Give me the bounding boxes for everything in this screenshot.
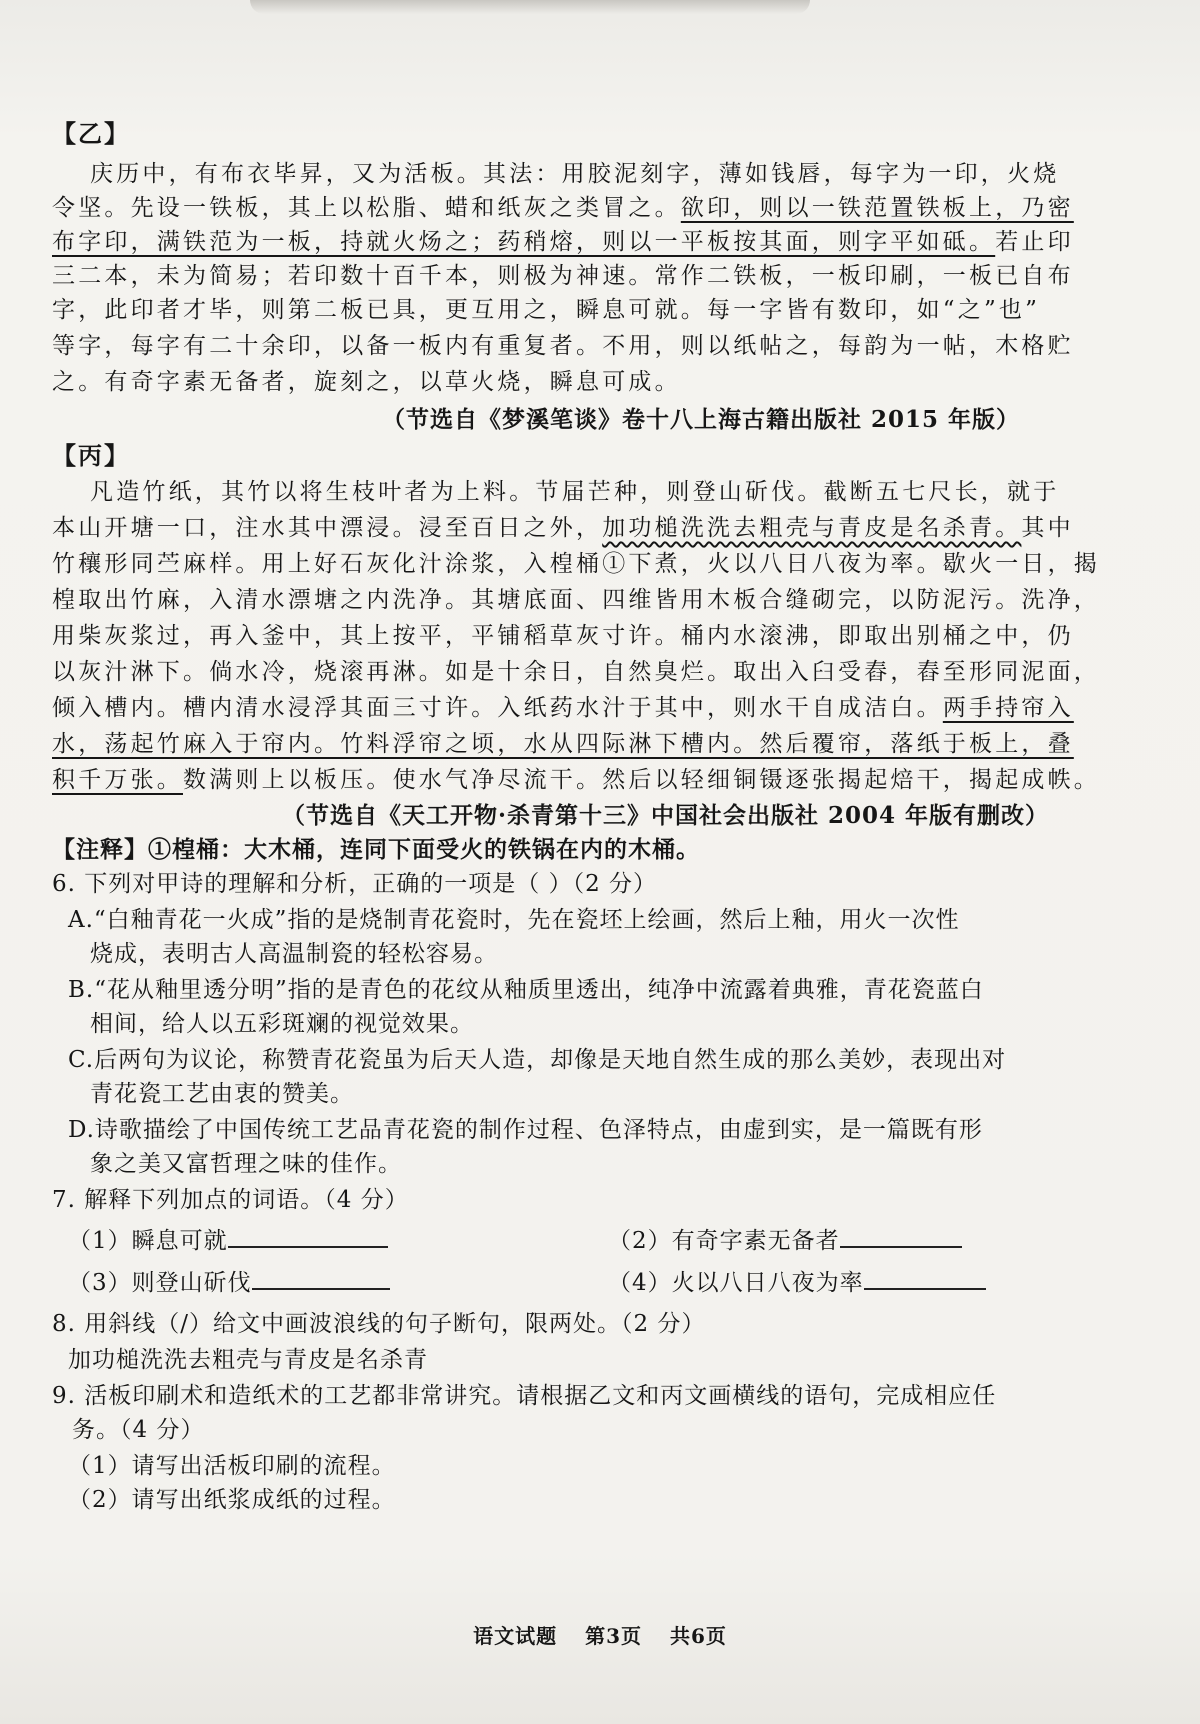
q7-item-label: （4）火以八日八夜为率	[608, 1270, 864, 1296]
bing-line-5: 用柴灰浆过，再入釜中，其上按平，平铺稻草灰寸许。桶内水滚沸，即取出别桶之中，仍	[52, 623, 1074, 649]
section-yi-heading: 【乙】	[52, 119, 130, 148]
option-c-line-2: 青花瓷工艺由衷的赞美。	[90, 1081, 354, 1107]
yi-line-5: 字，此印者才毕，则第二板已具，更互用之，瞬息可就。每一字皆有数印，如“之”也”	[52, 297, 1041, 323]
bing-source: （节选自《天工开物·杀青第十三》中国社会出版社 2004 年版有删改）	[282, 802, 1050, 829]
option-a-line-1: A.“白釉青花一火成”指的是烧制青花瓷时，先在瓷坯上绘画，然后上釉，用火一次性	[68, 907, 960, 933]
bing-line-9	[52, 764, 1100, 796]
yi-underlined-text: 欲印，则以一铁范置铁板上，乃密	[680, 195, 1074, 221]
footer-subject: 语文试题	[473, 1624, 558, 1648]
q7-item-2	[608, 1222, 962, 1257]
scan-shadow	[250, 0, 810, 14]
yi-line-6: 等字，每字有二十余印，以备一板内有重复者。不用，则以纸帖之，每韵为一帖，木格贮	[52, 333, 1074, 359]
yi-line-3	[52, 226, 1074, 258]
bing-line-8	[52, 728, 1074, 760]
q8-sentence: 加功槌洗洗去粗壳与青皮是名杀青	[68, 1347, 428, 1373]
option-b-line-1: B.“花从釉里透分明”指的是青色的花纹从釉质里透出，纯净中流露着典雅，青花瓷蓝白	[68, 977, 984, 1003]
bing-line-7	[52, 692, 1074, 724]
annotation-note: 【注释】①楻桶：大木桶，连同下面受火的铁锅在内的木桶。	[52, 836, 700, 863]
yi-line-2	[52, 192, 1074, 224]
q7-item-label: （2）有奇字素无备者	[608, 1228, 840, 1254]
yi-line-4: 三二本，未为简易；若印数十百千本，则极为神速。常作二铁板，一板印刷，一板已自布	[52, 263, 1074, 289]
bing-text: 其中	[1021, 515, 1074, 541]
bing-underlined-text: 积千万张。	[52, 767, 183, 793]
section-bing-heading: 【丙】	[52, 441, 130, 470]
q7-item-4	[608, 1264, 986, 1299]
bing-line-6: 以灰汁淋下。倘水冷，烧滚再淋。如是十余日，自然臭烂。取出入臼受舂，舂至形同泥面，	[52, 659, 1100, 685]
answer-blank[interactable]	[228, 1222, 388, 1248]
bing-line-1: 凡造竹纸，其竹以将生枝叶者为上料。节届芒种，则登山斫伐。截断五七尺长，就于	[90, 479, 1060, 505]
answer-blank[interactable]	[840, 1222, 962, 1248]
question-9-line-2: 务。（4 分）	[72, 1417, 205, 1443]
option-c-line-1: C.后两句为议论，称赞青花瓷虽为后天人造，却像是天地自然生成的那么美妙，表现出对	[68, 1047, 1007, 1073]
q7-item-label: （1）瞬息可就	[68, 1228, 228, 1254]
option-b-line-2: 相间，给人以五彩斑斓的视觉效果。	[90, 1011, 474, 1037]
bing-line-4: 楻取出竹麻，入清水漂塘之内洗净。其塘底面、四维皆用木板合缝砌完，以防泥污。洗净，	[52, 587, 1100, 613]
q7-item-3	[68, 1264, 390, 1299]
option-d-line-2: 象之美又富哲理之味的佳作。	[90, 1151, 402, 1177]
question-8: 8. 用斜线（/）给文中画波浪线的句子断句，限两处。（2 分）	[52, 1311, 706, 1337]
yi-source: （节选自《梦溪笔谈》卷十八上海古籍出版社 2015 年版）	[382, 406, 1021, 433]
footer-page-number: 第3页	[585, 1624, 642, 1648]
yi-underlined-text: 布字印，满铁范为一板，持就火炀之；药稍熔，则以一平板按其面，则字平如砥。	[52, 229, 996, 255]
yi-line-7: 之。有奇字素无备者，旋刻之，以草火烧，瞬息可成。	[52, 369, 681, 395]
option-a-line-2: 烧成，表明古人高温制瓷的轻松容易。	[90, 941, 498, 967]
bing-text: 倾入槽内。槽内清水浸浮其面三寸许。入纸药水汁于其中，则水干自成洁白。	[52, 695, 943, 721]
bing-text: 数满则上以板压。使水气净尽流干。然后以轻细铜镊逐张揭起焙干，揭起成帙。	[183, 767, 1100, 793]
bing-underlined-text: 两手持帘入	[942, 695, 1074, 721]
question-6: 6. 下列对甲诗的理解和分析，正确的一项是（ ）（2 分）	[52, 871, 658, 897]
question-9-line-1: 9. 活板印刷术和造纸术的工艺都非常讲究。请根据乙文和丙文画横线的语句，完成相应任	[52, 1383, 997, 1409]
footer-total-pages: 共6页	[669, 1624, 727, 1648]
option-d-line-1: D.诗歌描绘了中国传统工艺品青花瓷的制作过程、色泽特点，由虚到实，是一篇既有形	[68, 1117, 983, 1143]
bing-wavy-text: 加功槌洗洗去粗壳与青皮是名杀青。	[602, 515, 1022, 541]
answer-blank[interactable]	[252, 1264, 390, 1290]
answer-blank[interactable]	[864, 1264, 986, 1290]
q9-subquestion-1: （1）请写出活板印刷的流程。	[68, 1453, 396, 1479]
yi-line-1: 庆历中，有布衣毕昇，又为活板。其法：用胶泥刻字，薄如钱唇，每字为一印，火烧	[90, 161, 1060, 187]
bing-underlined-text: 水，荡起竹麻入于帘内。竹料浮帘之顷，水从四际淋下槽内。然后覆帘，落纸于板上，叠	[52, 731, 1074, 757]
question-7: 7. 解释下列加点的词语。（4 分）	[52, 1187, 409, 1213]
bing-line-2	[52, 512, 1074, 544]
q7-item-label: （3）则登山斫伐	[68, 1270, 252, 1296]
bing-line-3: 竹穰形同苎麻样。用上好石灰化汁涂浆，入楻桶①下煮，火以八日八夜为率。歇火一日，揭	[52, 551, 1100, 577]
bing-text: 本山开塘一口，注水其中漂浸。浸至百日之外，	[52, 515, 603, 541]
q7-item-1	[68, 1222, 388, 1257]
q9-subquestion-2: （2）请写出纸浆成纸的过程。	[68, 1487, 396, 1513]
yi-text: 令坚。先设一铁板，其上以松脂、蜡和纸灰之类冒之。	[52, 195, 681, 221]
page-footer	[0, 1620, 1200, 1649]
yi-text: 若止印	[995, 229, 1074, 255]
